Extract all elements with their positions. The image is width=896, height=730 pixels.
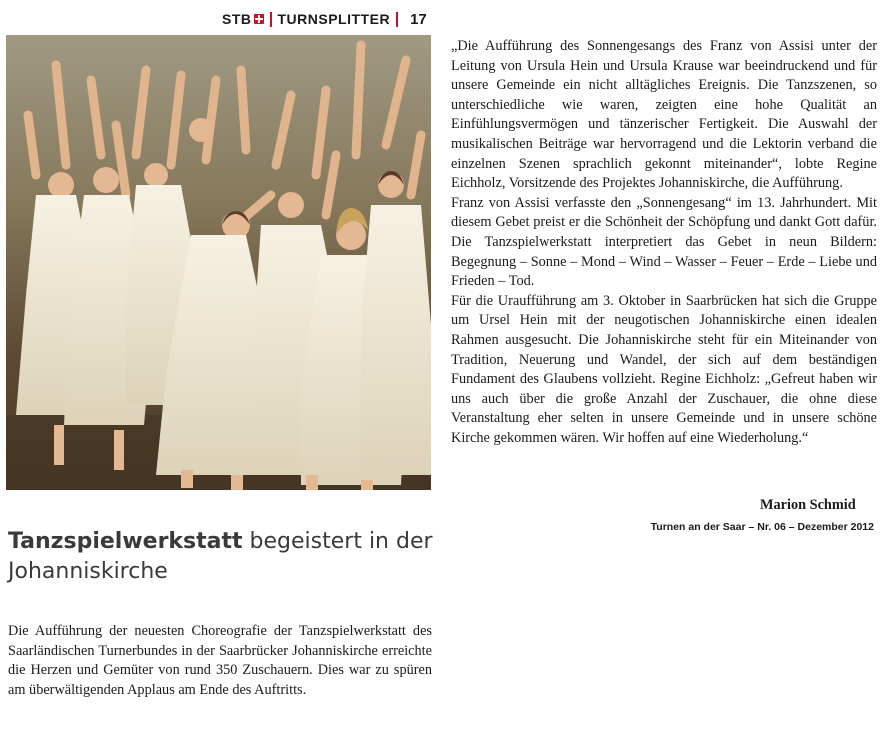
page-number: 17 — [410, 10, 427, 28]
source-line: Turnen an der Saar – Nr. 06 – Dezember 2012 — [650, 521, 874, 533]
stb-logo-text: STB — [222, 11, 252, 27]
body-paragraph: Für die Uraufführung am 3. Oktober in Saarbrücken hat sich die Gruppe um Ursel Hein mit der neugotischen Johanniskirche einen idealen Rahmen ausgesucht. Die Johanniskirche steht für ein Miteinander von Tradition, Neuerung und Wandel, der sich auf dem beständigen Fundament des Glaubens vollzieht. Regine Eichholz: „Gefreut haben wir uns auch über die große Anzahl der Zuschauer, die ohne diese Veranstaltung eher selten in unsere Gemeinde und in unsere schöne Kirche gekommen wären. Wir hoffen auf eine Wiederholung.“ — [451, 292, 877, 446]
divider — [396, 12, 398, 27]
stb-logo — [222, 11, 264, 27]
body-paragraph: „Die Aufführung des Sonnengesangs des Franz von Assisi unter der Leitung von Ursula Hein und Ursula Krause war beeindruckend und für unsere Gemeinde ein nicht alltägliches Ereignis. Die Tanzszenen, so unterschiedliche wie waren, zeigten eine hohe Qualität an Einfühlungsvermögen und tänzerischer Fertigkeit. Die Auswahl der musikalischen Beiträge war hervorragend und die Lektorin verband die einzelnen Szenen sprachlich gekonnt miteinander“, lobte Regine Eichholz, Vorsitzende des Projektes Johanniskirche, die Aufführung. — [451, 38, 877, 192]
dancers-photo — [6, 35, 431, 490]
headline — [8, 527, 438, 587]
divider — [270, 12, 272, 27]
lead-paragraph: Die Aufführung der neuesten Choreografie der Tanzspielwerkstatt des Saarländischen Turnerbundes in der Saarbrücker Johanniskirche erreichte die Herzen und Gemüter von rund 350 Zuschauern. Dies war zu spüren am überwältigenden Applaus am Ende des Auftritts. — [8, 623, 432, 698]
article-body — [451, 37, 877, 448]
body-paragraph: Franz von Assisi verfasste den „Sonnengesang“ im 13. Jahrhundert. Mit diesem Gebet preist er die Schönheit der Schöpfung und dankt Gott dafür. Die Tanzspielwerkstatt interpretiert das Gebet in neun Bildern: Begegnung – Sonne – Mond – Wind – Wasser – Feuer – Erde – Liebe und Frieden – Tod. — [451, 194, 877, 290]
cross-icon — [254, 14, 264, 24]
headline-rest: begeistert in der Johanniskirche — [8, 529, 433, 584]
dancers-illustration — [6, 35, 431, 490]
headline-bold: Tanzspielwerkstatt — [8, 529, 243, 554]
page-header — [222, 8, 427, 30]
section-title: TURNSPLITTER — [277, 11, 391, 27]
author-name: Marion Schmid — [760, 497, 856, 513]
